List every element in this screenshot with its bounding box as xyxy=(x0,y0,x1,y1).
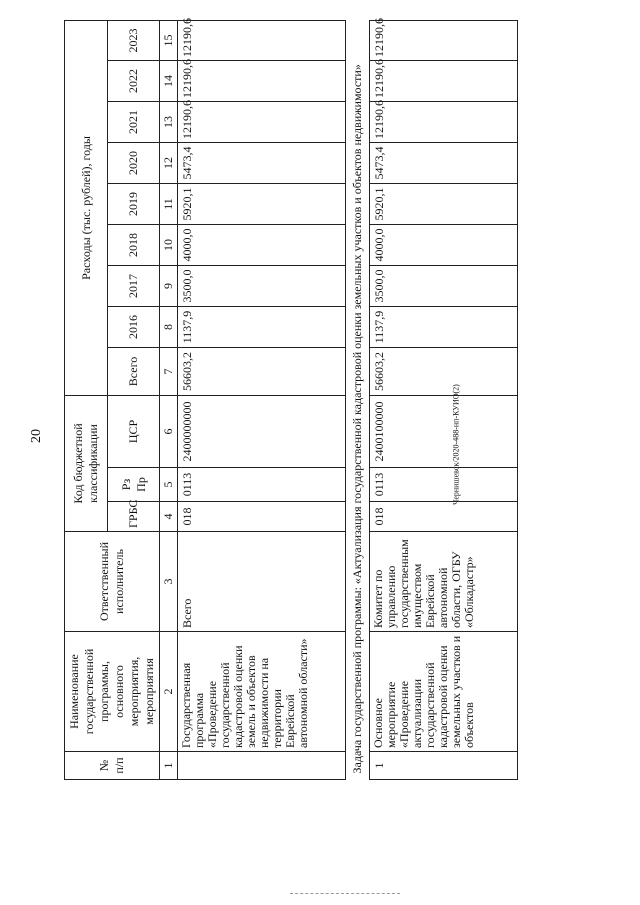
header-total: Всего xyxy=(108,348,160,396)
expenses-table-wrapper xyxy=(64,20,584,780)
header-num: № п/п xyxy=(65,752,160,780)
column-index: 4 xyxy=(160,502,178,532)
program-value: 12190,6 xyxy=(178,102,346,143)
document-footer-code: Чернишевск/2020-488-нп-КУИО(2) xyxy=(451,384,461,505)
header-year: 2018 xyxy=(108,225,160,266)
program-total: 56603,2 xyxy=(178,348,346,396)
column-index: 11 xyxy=(160,184,178,225)
program-executor: Всего xyxy=(178,532,346,632)
event-value: 3500,0 xyxy=(370,266,518,307)
column-index: 12 xyxy=(160,143,178,184)
header-executor: Ответственный исполнитель xyxy=(65,532,160,632)
column-index: 13 xyxy=(160,102,178,143)
header-year: 2020 xyxy=(108,143,160,184)
program-value: 12190,6 xyxy=(178,61,346,102)
header-expenses: Расходы (тыс. рублей), годы xyxy=(65,20,108,395)
program-value: 1137,9 xyxy=(178,307,346,348)
column-index: 14 xyxy=(160,61,178,102)
event-num: 1 xyxy=(370,752,518,780)
column-index: 15 xyxy=(160,20,178,60)
event-grbs: 018 xyxy=(370,502,518,532)
header-year: 2023 xyxy=(108,20,160,60)
program-value: 5473,4 xyxy=(178,143,346,184)
event-csr: 2400100000 xyxy=(370,396,518,468)
column-index: 6 xyxy=(160,396,178,468)
rotated-table-frame xyxy=(64,20,584,780)
header-year: 2021 xyxy=(108,102,160,143)
task-row: Задача государственной программы: «Актуализация государственной кадастровой оценки земельных участков и объектов недвижимости» xyxy=(346,20,370,779)
program-rzpr: 0113 xyxy=(178,468,346,502)
page-number: 20 xyxy=(29,429,44,443)
event-name: Основное мероприятие «Проведение актуализации государственной кадастровой оценки земельных участков и объектов xyxy=(370,632,518,752)
header-csr: ЦСР xyxy=(108,396,160,468)
event-total: 56603,2 xyxy=(370,348,518,396)
column-index: 7 xyxy=(160,348,178,396)
header-year: 2017 xyxy=(108,266,160,307)
scan-artifact-line xyxy=(290,893,400,896)
column-index: 8 xyxy=(160,307,178,348)
header-rzpr: Рз Пр xyxy=(108,468,160,502)
column-index: 2 xyxy=(160,632,178,752)
column-index: 1 xyxy=(160,752,178,780)
program-value: 5920,1 xyxy=(178,184,346,225)
program-value: 3500,0 xyxy=(178,266,346,307)
table-row-event xyxy=(370,20,518,779)
column-index: 9 xyxy=(160,266,178,307)
event-value: 12190,6 xyxy=(370,102,518,143)
program-csr: 2400000000 xyxy=(178,396,346,468)
event-value: 5920,1 xyxy=(370,184,518,225)
expenses-table xyxy=(64,20,518,780)
event-value: 12190,6 xyxy=(370,20,518,60)
event-rzpr: 0113 xyxy=(370,468,518,502)
header-year: 2022 xyxy=(108,61,160,102)
header-name: Наименование государственной программы, основного мероприятия, мероприятия xyxy=(65,632,160,752)
event-executor: Комитет по управлению государственным имуществом Еврейской автономной области, ОГБУ «Облкадастр» xyxy=(370,532,518,632)
header-grbs: ГРБС xyxy=(108,502,160,532)
header-year: 2019 xyxy=(108,184,160,225)
event-value: 4000,0 xyxy=(370,225,518,266)
program-value: 12190,6 xyxy=(178,20,346,60)
program-grbs: 018 xyxy=(178,502,346,532)
column-index: 5 xyxy=(160,468,178,502)
table-row-program xyxy=(178,20,346,779)
event-value: 1137,9 xyxy=(370,307,518,348)
program-num xyxy=(178,752,346,780)
program-name: Государственная программа «Проведение государственной кадастровой оценки земель и объектов недвижимости на территории Еврейской автономной области» xyxy=(178,632,346,752)
column-index: 10 xyxy=(160,225,178,266)
header-budget-code: Код бюджетной классификации xyxy=(65,396,108,532)
event-value: 12190,6 xyxy=(370,61,518,102)
header-year: 2016 xyxy=(108,307,160,348)
event-value: 5473,4 xyxy=(370,143,518,184)
column-index: 3 xyxy=(160,532,178,632)
program-value: 4000,0 xyxy=(178,225,346,266)
